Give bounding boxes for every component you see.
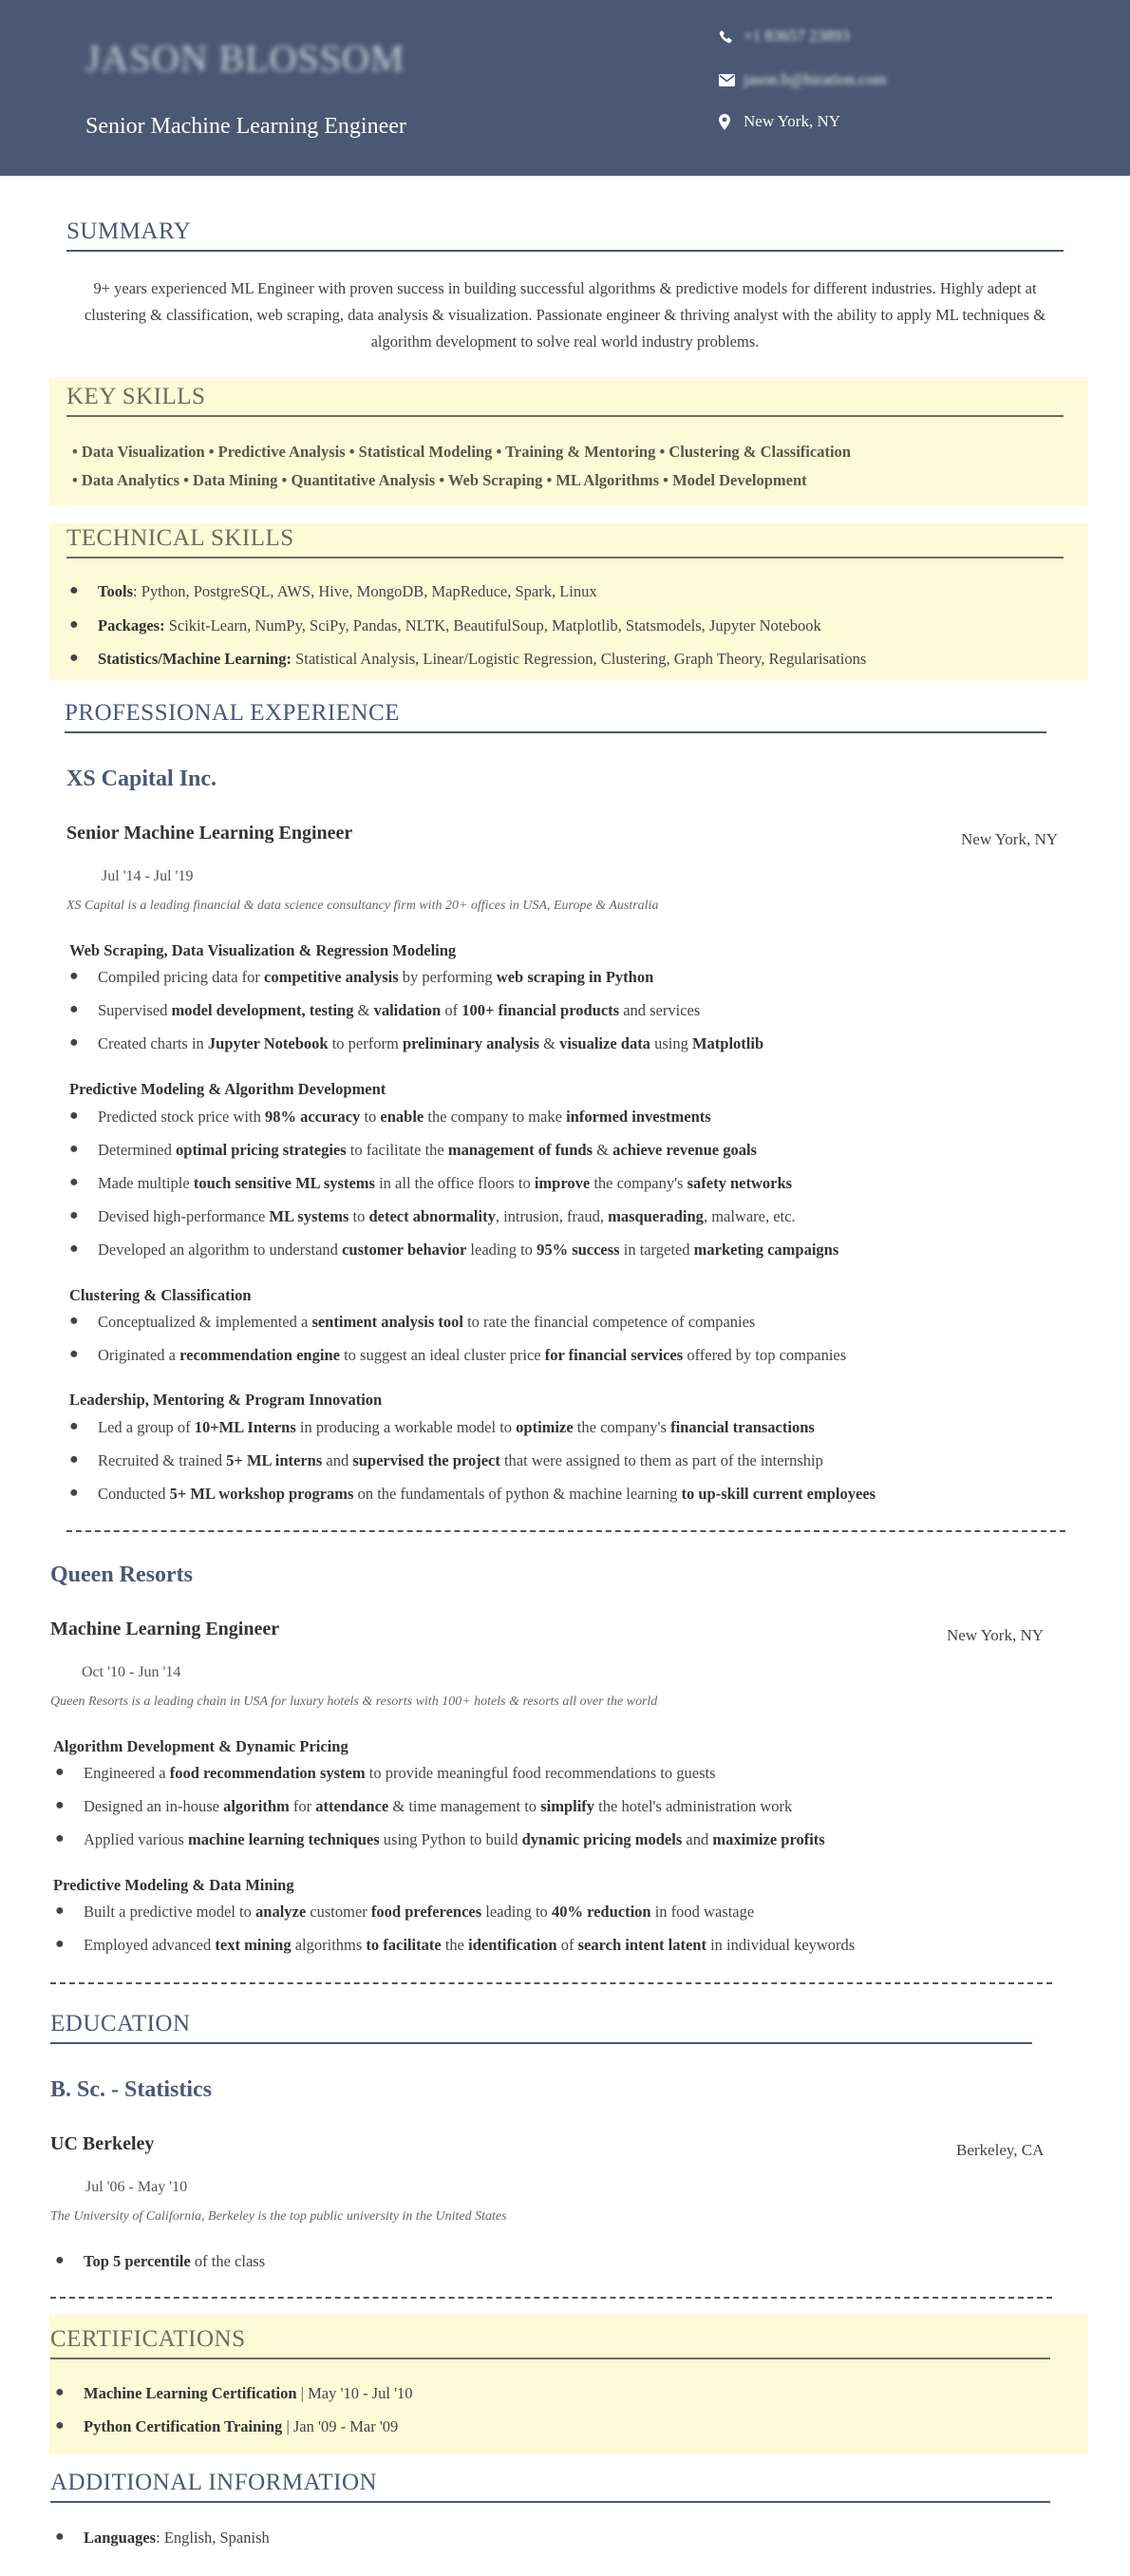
bullet-dot: ● [55,1830,65,1847]
tech-skill-value: Statistical Analysis, Linear/Logistic Regression, Clustering, Graph Theory, Regularisations [295,650,867,668]
key-skills-line-2: • Data Analytics • Data Mining • Quantitative Analysis • Web Scraping • ML Algorithms • Model Development [72,471,807,489]
job-title: Machine Learning Engineer [50,1619,280,1639]
additional-info-rule [50,2501,1050,2503]
resume-header [0,0,1130,176]
candidate-name: JASON BLOSSOM [85,37,405,80]
emphasis-text: to facilitate [366,1936,442,1954]
bullet-text-segment: on the fundamentals of python & machine learning [353,1485,682,1503]
bullet-text-segment: in targeted [619,1241,694,1259]
bullet-text-segment: : English, Spanish [156,2529,270,2547]
education-location: Berkeley, CA [956,2141,1045,2159]
bullet-dot: ● [69,968,79,984]
bullet-text-segment: the [441,1936,469,1954]
bullet-text-segment: that were assigned to them as part of the internship [499,1451,823,1469]
bullet-text-segment: & [593,1141,613,1159]
emphasis-text: enable [380,1108,424,1126]
job-description: Queen Resorts is a leading chain in USA for luxury hotels & resorts with 100+ hotels & resorts all over the world [50,1695,658,1709]
technical-skills-rule [66,557,1064,559]
bullet-text [98,1034,763,1053]
bullet-text-segment: offered by top companies [683,1346,847,1364]
bullet-text-segment: Designed an in-house [84,1797,224,1815]
bullet-text-segment: | Jan '09 - Mar '09 [282,2417,399,2435]
key-skills-rule [66,415,1064,417]
bullet-text-segment: Employed advanced [84,1936,216,1954]
emphasis-text: supervised the project [352,1451,500,1469]
bullet-text [98,1141,757,1160]
bullet-text-segment: Led a group of [98,1418,195,1436]
section-divider [66,1530,1065,1532]
bullet-text-segment: to rate the financial competence of companies [462,1313,756,1331]
bullet-text [98,1313,755,1332]
bullet-dot: ● [55,2252,65,2268]
emphasis-text: management of funds [447,1141,593,1159]
job-company: XS Capital Inc. [66,767,217,791]
bullet-text-segment: Compiled pricing data for [98,968,265,986]
summary-title: SUMMARY [66,218,192,244]
emphasis-text: 40% reduction [551,1903,651,1921]
bullet-text-segment: of [441,1001,462,1019]
emphasis-text: maximize profits [712,1830,825,1848]
bullet-dot: ● [55,2384,65,2400]
emphasis-text: 5+ ML interns [226,1451,323,1469]
emphasis-text: ML systems [269,1207,349,1225]
bullet-dot: ● [55,2529,65,2545]
emphasis-text: analyze [255,1903,307,1921]
emphasis-text: Machine Learning Certification [84,2384,297,2402]
bullet-text [84,1936,855,1955]
job-location: New York, NY [947,1626,1045,1644]
contact-location [719,112,840,131]
bullet-dot: ● [69,1241,79,1257]
bullet-dot: ● [55,1903,65,1919]
bullet-text-segment: Predicted stock price with [98,1108,265,1126]
email-address[interactable]: jason.b@hiration.com [744,70,887,88]
emphasis-text: Languages [84,2529,157,2547]
bullet-text-segment: leading to [481,1903,552,1921]
job-dates: Oct '10 - Jun '14 [82,1664,181,1680]
bullet-text-segment: customer [306,1903,371,1921]
emphasis-text: preliminary analysis [402,1034,540,1052]
emphasis-text: to up-skill current employees [681,1485,876,1503]
phone-icon [719,29,744,44]
education-degree: B. Sc. - Statistics [50,2077,212,2102]
bullet-dot: ● [69,1108,79,1124]
emphasis-text: safety networks [687,1174,793,1192]
bullet-text [84,1797,792,1816]
section-divider [50,1982,1052,1984]
emphasis-text: model development, testing [171,1001,354,1019]
emphasis-text: masquerading [608,1207,704,1225]
bullet-dot: ● [69,1141,79,1157]
responsibility-heading: Clustering & Classification [69,1286,252,1304]
summary-rule [66,250,1064,252]
emphasis-text: web scraping in Python [496,968,654,986]
emphasis-text: 5+ ML workshop programs [169,1485,354,1503]
emphasis-text: 100+ financial products [461,1001,620,1019]
responsibility-heading: Algorithm Development & Dynamic Pricing [53,1737,348,1755]
section-divider [50,2297,1052,2299]
bullet-text-segment: Conceptualized & implemented a [98,1313,312,1331]
bullet-dot: ● [69,1313,79,1329]
bullet-dot: ● [69,1346,79,1362]
certifications-rule [50,2358,1050,2359]
bullet-text-segment: & time management to [388,1797,541,1815]
emphasis-text: competitive analysis [264,968,399,986]
emphasis-text: validation [373,1001,442,1019]
bullet-text-segment: and [322,1451,353,1469]
education-school: UC Berkeley [50,2133,155,2154]
bullet-text [98,1108,711,1127]
emphasis-text: visualize data [559,1034,650,1052]
bullet-text [84,1903,754,1922]
bullet-text-segment: Recruited & trained [98,1451,227,1469]
bullet-text [98,1451,823,1470]
emphasis-text: optimal pricing strategies [176,1141,347,1159]
emphasis-text: for financial services [544,1346,684,1364]
bullet-text-segment: Applied various [84,1830,188,1848]
emphasis-text: algorithm [223,1797,290,1815]
tech-skill-label: Tools [98,582,133,600]
tech-skill-value: Python, PostgreSQL, AWS, Hive, MongoDB, MapReduce, Spark, Linux [141,582,597,600]
bullet-text-segment: , intrusion, fraud, [495,1207,609,1225]
location-text: New York, NY [744,112,841,130]
bullet-dot: ● [55,1797,65,1813]
phone-number[interactable]: +1 83657 23893 [744,27,850,45]
emphasis-text: search intent latent [577,1936,706,1954]
emphasis-text: Top 5 percentile [84,2252,191,2270]
bullet-text-segment: | May '10 - Jul '10 [296,2384,413,2402]
emphasis-text: Matplotlib [691,1034,764,1052]
summary-text: 9+ years experienced ML Engineer with proven success in building successful algorithms & predictive models for different industries. Highly adept at clustering & classification, web scraping, data analysis & visualization. Passionate engineer & thriving analyst with the ability to apply ML techniques & algorithm development to solve real world industry problems. [84,279,1046,350]
job-title: Senior Machine Learning Engineer [66,823,353,843]
bullet-text-segment: in producing a workable model to [295,1418,517,1436]
bullet-dot: ● [69,1485,79,1501]
bullet-text [98,1485,876,1504]
bullet-text-segment: of [556,1936,578,1954]
emphasis-text: informed investments [566,1108,711,1126]
contact-phone [719,27,850,46]
bullet-text-segment: the company's [590,1174,687,1192]
bullet-text [84,1830,825,1849]
bullet-text-segment: and [682,1830,713,1848]
bullet-dot: ● [55,1764,65,1780]
emphasis-text: 98% accuracy [264,1108,361,1126]
bullet-text-segment: in individual keywords [706,1936,856,1954]
bullet-text-segment: leading to [466,1241,537,1259]
bullet-text-segment: in all the office floors to [374,1174,535,1192]
bullet-text-segment: using Python to build [379,1830,522,1848]
bullet-text-segment: Supervised [98,1001,172,1019]
emphasis-text: food preferences [370,1903,482,1921]
bullet-text [98,968,653,987]
certifications-title: CERTIFICATIONS [50,2326,246,2352]
bullet-text-segment: , malware, etc. [703,1207,796,1225]
job-description: XS Capital is a leading financial & data science consultancy firm with 20+ offices in USA, Europe & Australia [66,899,659,913]
bullet-text-segment: to perform [328,1034,403,1052]
bullet-dot: ● [69,1001,79,1017]
emphasis-text: touch sensitive ML systems [193,1174,375,1192]
bullet-text-segment: Determined [98,1141,177,1159]
emphasis-text: dynamic pricing models [521,1830,683,1848]
bullet-text-segment: Made multiple [98,1174,194,1192]
job-dates: Jul '14 - Jul '19 [102,868,194,884]
bullet-text-segment: algorithms [291,1936,367,1954]
bullet-dot: ● [69,1207,79,1223]
bullet-text-segment: to [360,1108,381,1126]
bullet-dot: ● [55,2417,65,2434]
bullet-text [84,2384,413,2403]
experience-title: PROFESSIONAL EXPERIENCE [65,700,400,726]
bullet-text [98,1241,838,1260]
responsibility-heading: Predictive Modeling & Algorithm Development [69,1080,386,1098]
emphasis-text: identification [468,1936,557,1954]
bullet-dot: ● [55,1936,65,1952]
emphasis-text: marketing campaigns [693,1241,839,1259]
candidate-role: Senior Machine Learning Engineer [85,114,406,139]
education-title: EDUCATION [50,2011,191,2036]
bullet-dot: ● [69,1451,79,1468]
bullet-text-segment: & [539,1034,560,1052]
emphasis-text: Python Certification Training [84,2417,283,2435]
bullet-text-segment: of the class [190,2252,266,2270]
emphasis-text: sentiment analysis tool [311,1313,463,1331]
emphasis-text: machine learning techniques [187,1830,380,1848]
bullet-text-segment: the company to make [424,1108,567,1126]
emphasis-text: text mining [215,1936,292,1954]
emphasis-text: detect abnormality [368,1207,496,1225]
bullet-text [98,1207,796,1226]
emphasis-text: attendance [315,1797,389,1815]
emphasis-text: 10+ML Interns [194,1418,296,1436]
bullet-text-segment: & [353,1001,374,1019]
bullet-text-segment: Engineered a [84,1764,170,1782]
bullet-text-segment: to provide meaningful food recommendations to guests [365,1764,716,1782]
tech-skill-value: Scikit-Learn, NumPy, SciPy, Pandas, NLTK, BeautifulSoup, Matplotlib, Statsmodels, Jupyter Notebook [168,616,821,635]
bullet-text [84,2252,265,2271]
bullet-dot: ● [69,1034,79,1051]
bullet-text [98,1346,846,1365]
tech-skill-label: Statistics/Machine Learning: [98,650,292,668]
education-dates: Jul '06 - May '10 [85,2179,188,2195]
experience-rule [65,731,1046,733]
bullet-text-segment: to suggest an ideal cluster price [339,1346,545,1364]
bullet-text-segment: in food wastage [650,1903,755,1921]
emphasis-text: simplify [540,1797,595,1815]
contact-email [719,70,887,89]
envelope-icon [719,74,744,86]
bullet-text [84,1764,716,1783]
education-rule [50,2042,1032,2044]
bullet-text [98,1418,815,1437]
emphasis-text: recommendation engine [179,1346,340,1364]
responsibility-heading: Predictive Modeling & Data Mining [53,1876,294,1894]
education-description: The University of California, Berkeley is the top public university in the United States [50,2209,507,2224]
bullet-text-segment: for [289,1797,316,1815]
emphasis-text: optimize [516,1418,574,1436]
emphasis-text: food recommendation system [169,1764,366,1782]
bullet-text [84,2529,270,2548]
bullet-text-segment: and services [619,1001,701,1019]
bullet-text-segment: the company's [573,1418,671,1436]
bullet-text-segment: to [348,1207,369,1225]
additional-info-title: ADDITIONAL INFORMATION [50,2470,378,2495]
bullet-text-segment: by performing [398,968,497,986]
bullet-text-segment: Created charts in [98,1034,208,1052]
responsibility-heading: Web Scraping, Data Visualization & Regression Modeling [69,941,457,959]
bullet-text-segment: Conducted [98,1485,170,1503]
bullet-text [98,1001,700,1020]
bullet-text-segment: the hotel's administration work [594,1797,793,1815]
bullet-text-segment: Developed an algorithm to understand [98,1241,343,1259]
emphasis-text: improve [534,1174,591,1192]
bullet-dot: ● [69,1418,79,1434]
job-company: Queen Resorts [50,1563,193,1587]
technical-skills-title: TECHNICAL SKILLS [66,525,294,551]
bullet-text-segment: using [650,1034,692,1052]
emphasis-text: financial transactions [670,1418,815,1436]
emphasis-text: customer behavior [342,1241,467,1259]
bullet-text [98,1174,792,1193]
bullet-text-segment: Originated a [98,1346,180,1364]
emphasis-text: achieve revenue goals [612,1141,757,1159]
bullet-text [84,2417,398,2436]
bullet-dot: ● [69,1174,79,1190]
emphasis-text: 95% success [537,1241,620,1259]
job-location: New York, NY [961,830,1059,848]
bullet-text-segment: Built a predictive model to [84,1903,256,1921]
emphasis-text: Jupyter Notebook [207,1034,329,1052]
bullet-text-segment: to facilitate the [346,1141,448,1159]
tech-skill-label: Packages: [98,616,165,635]
key-skills-title: KEY SKILLS [66,384,206,409]
key-skills-line-1: • Data Visualization • Predictive Analysis • Statistical Modeling • Training & Mentoring • Clustering & Classification [72,443,851,461]
bullet-text-segment: Devised high-performance [98,1207,270,1225]
map-pin-icon [719,114,744,130]
responsibility-heading: Leadership, Mentoring & Program Innovation [69,1391,383,1409]
